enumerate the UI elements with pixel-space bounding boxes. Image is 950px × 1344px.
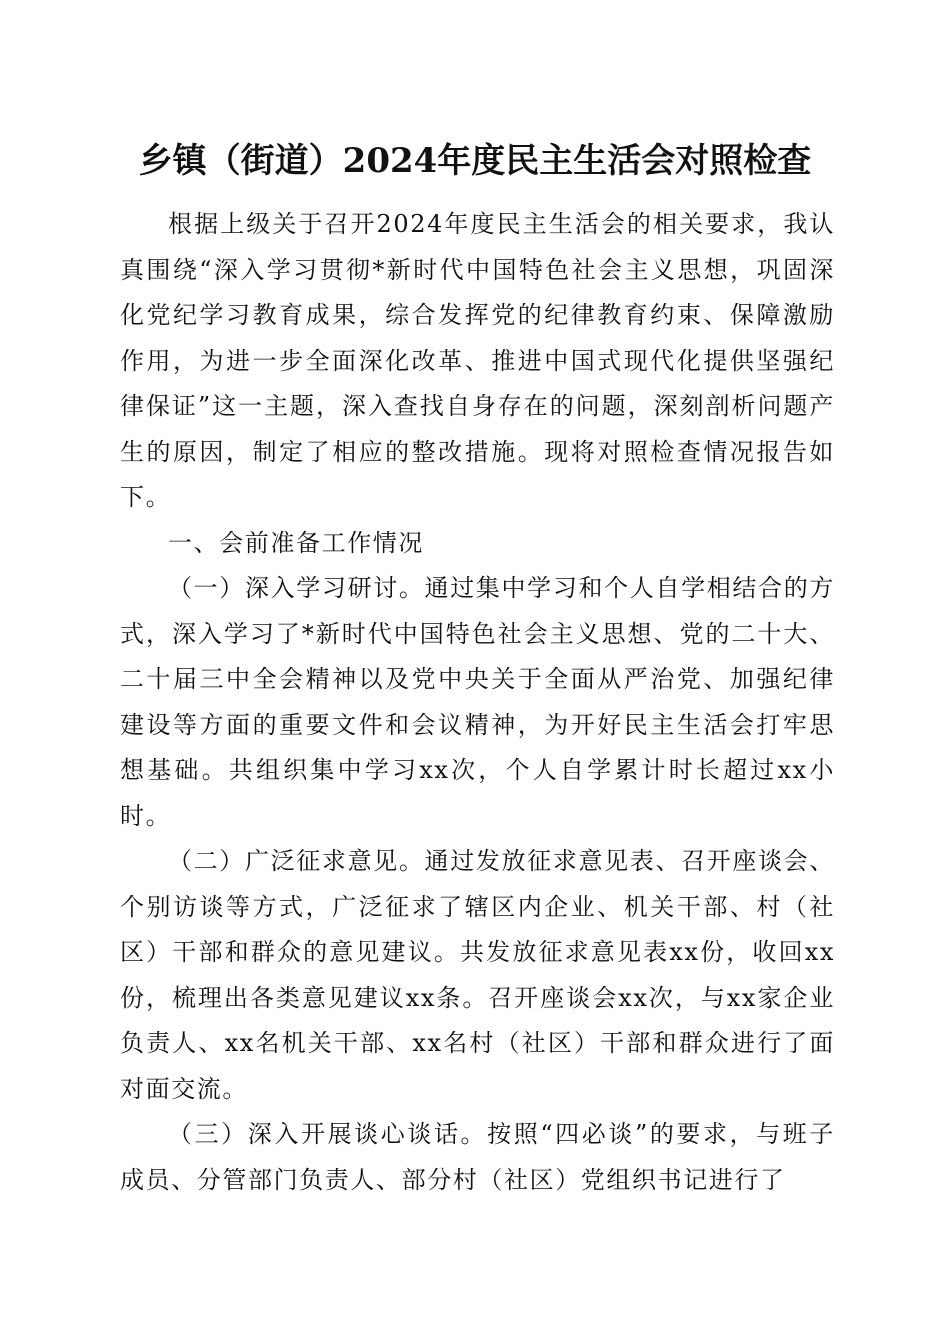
intro-paragraph: 根据上级关于召开2024年度民主生活会的相关要求，我认真围绕“深入学习贯彻*新时代中国特色社会主义思想，巩固深化党纪学习教育成果，综合发挥党的纪律教育约束、保障激励作用，为进一步全面深化改革、推进中国式现代化提供坚强纪律保证”这一主题，深入查找自身存在的问题，深刻剖析问题产生的原因，制定了相应的整改措施。现将对照检查情况报告如下。 <box>120 210 835 511</box>
section-heading-1: 一、会前准备工作情况 <box>168 528 424 557</box>
paragraph-talks: （三）深入开展谈心谈话。按照“四必谈”的要求，与班子成员、分管部门负责人、部分村（社区）党组织书记进行了 <box>120 1120 835 1194</box>
document-title: 乡镇（街道）2024年度民主生活会对照检查 <box>138 141 812 181</box>
paragraph-study: （一）深入学习研讨。通过集中学习和个人自学相结合的方式，深入学习了*新时代中国特色社会主义思想、党的二十大、二十届三中全会精神以及党中央关于全面从严治党、加强纪律建设等方面的重要文件和会议精神，为开好民主生活会打牢思想基础。共组织集中学习xx次，个人自学累计时长超过xx小时。 <box>120 574 835 830</box>
document-body <box>120 202 835 1203</box>
paragraph-opinions: （二）广泛征求意见。通过发放征求意见表、召开座谈会、个别访谈等方式，广泛征求了辖区内企业、机关干部、村（社区）干部和群众的意见建议。共发放征求意见表xx份，收回xx份，梳理出各类意见建议xx条。召开座谈会xx次，与xx家企业负责人、xx名机关干部、xx名村（社区）干部和群众进行了面对面交流。 <box>120 847 835 1103</box>
